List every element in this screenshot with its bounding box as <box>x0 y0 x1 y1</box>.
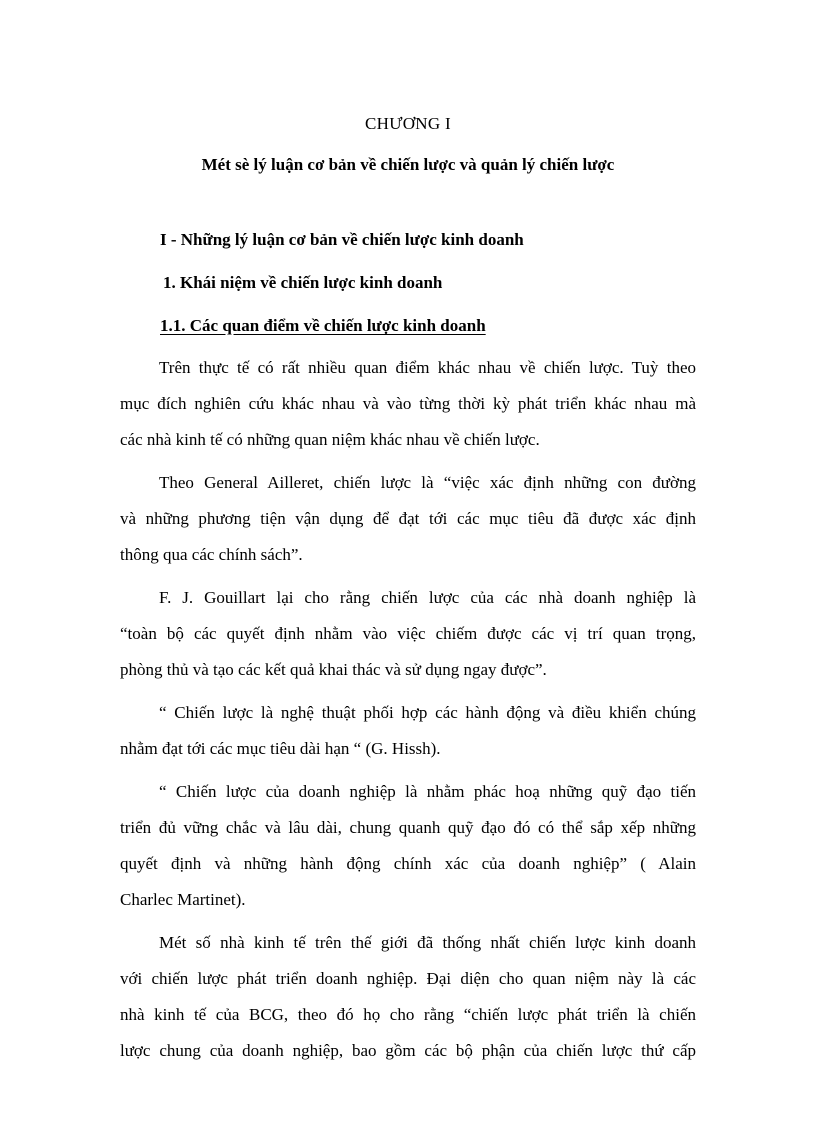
text-line: “ Chiến lược của doanh nghiệp là nhằm phác hoạ những quỹ đạo tiến <box>159 782 696 801</box>
chapter-title: CHƯƠNG I <box>365 114 451 133</box>
text-line: lược chung của doanh nghiệp, bao gồm các bộ phận của chiến lược thứ cấp <box>120 1041 696 1060</box>
paragraph <box>120 774 696 918</box>
text-line: phòng thủ và tạo các kết quả khai thác và sử dụng ngay được”. <box>120 660 547 679</box>
body-text <box>120 350 696 1076</box>
section-heading: I - Những lý luận cơ bản về chiến lược kinh doanh <box>160 230 524 249</box>
text-line: thông qua các chính sách”. <box>120 545 303 564</box>
paragraph <box>120 465 696 573</box>
paragraph <box>120 925 696 1069</box>
text-line: các nhà kinh tế có những quan niệm khác nhau về chiến lược. <box>120 430 540 449</box>
text-line: “toàn bộ các quyết định nhằm vào việc chiếm được các vị trí quan trọng, <box>120 624 696 643</box>
paragraph <box>120 695 696 767</box>
paragraph <box>120 350 696 458</box>
text-line: mục đích nghiên cứu khác nhau và vào từng thời kỳ phát triển khác nhau mà <box>120 394 696 413</box>
subsubsection-heading: 1.1. Các quan điểm về chiến lược kinh doanh <box>160 316 486 335</box>
text-line: Mét số nhà kinh tế trên thế giới đã thống nhất chiến lược kinh doanh <box>159 933 696 952</box>
text-line: triển đủ vững chắc và lâu dài, chung quanh quỹ đạo đó có thể sắp xếp những <box>120 818 696 837</box>
text-line: nhằm đạt tới các mục tiêu dài hạn “ (G. Hissh). <box>120 739 441 758</box>
text-line: “ Chiến lược là nghệ thuật phối hợp các hành động và điều khiển chúng <box>159 703 696 722</box>
subsection-heading: 1. Khái niệm về chiến lược kinh doanh <box>163 273 443 292</box>
text-line: và những phương tiện vận dụng để đạt tới các mục tiêu đã được xác định <box>120 509 696 528</box>
text-line: Charlec Martinet). <box>120 890 246 909</box>
chapter-subtitle: Mét sè lý luận cơ bản về chiến lược và quản lý chiến lược <box>201 155 615 174</box>
text-line: F. J. Gouillart lại cho rằng chiến lược của các nhà doanh nghiệp là <box>159 588 696 607</box>
text-line: Trên thực tế có rất nhiều quan điểm khác nhau về chiến lược. Tuỳ theo <box>159 358 696 377</box>
text-line: nhà kinh tế của BCG, theo đó họ cho rằng “chiến lược phát triển là chiến <box>120 1005 696 1024</box>
paragraph <box>120 580 696 688</box>
text-line: quyết định và những hành động chính xác của doanh nghiệp” ( Alain <box>120 854 696 873</box>
text-line: Theo General Ailleret, chiến lược là “việc xác định những con đường <box>159 473 696 492</box>
text-line: với chiến lược phát triển doanh nghiệp. Đại diện cho quan niệm này là các <box>120 969 696 988</box>
